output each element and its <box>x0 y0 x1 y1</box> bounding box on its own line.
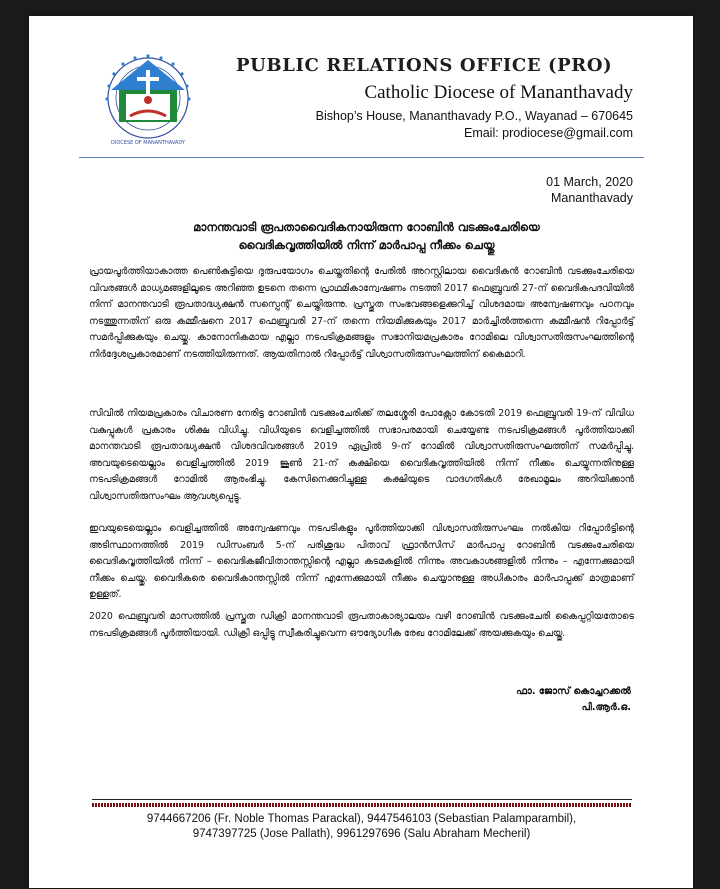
footer-contacts <box>89 812 634 842</box>
signature-block <box>516 684 631 716</box>
footer-contacts-line-1: 9744667206 (Fr. Noble Thomas Parackal), 9447546103 (Sebastian Palamparambil), <box>146 813 577 825</box>
header-divider <box>79 157 644 158</box>
logo-ring-text: DIOCESE OF MANANTHAVADY <box>111 140 185 146</box>
footer-contacts-line-2: 9747397725 (Jose Pallath), 9961297696 (Salu Abraham Mecheril) <box>192 828 531 840</box>
diocese-name: Catholic Diocese of Mananthavady <box>364 82 633 103</box>
release-place: Mananthavady <box>550 191 633 205</box>
release-date: 01 March, 2020 <box>546 175 633 189</box>
body-paragraph-3: ഇവയുടെയെല്ലാം വെളിച്ചത്തിൽ അന്വേഷണവും നടപടികളും പൂർത്തിയാക്കി വിശ്വാസതിരുസംഘം നൽകിയ റിപ്പോർട്ടിന്റെ അടിസ്ഥാനത്തിൽ 2019 ഡിസംബർ 5-ന് പരിശുദ്ധ പിതാവ് ഫ്രാൻസിസ് മാർപാപ്പ റോബിൻ വടക്കുംചേരിയെ വൈദികവൃത്തിയിൽ നിന്ന് – വൈദികജീവിതാന്തസ്സിന്റെ എല്ലാ കടമകളിൽ നിന്നും അവകാശങ്ങളിൽ നിന്നും – എന്നേക്കുമായി നീക്കം ചെയ്തു. വൈദികരെ വൈദികാന്തസ്സിൽ നിന്ന് എന്നേക്കുമായി നീക്കം ചെയ്യാനുള്ള അധികാരം മാർപാപ്പക്ക് മാത്രമാണ് ഉള്ളത്. <box>89 523 634 600</box>
footer-divider-dotted <box>92 803 632 807</box>
body-paragraph-1: പ്രായപൂർത്തിയാകാത്ത പെൺകുട്ടിയെ ദുരുപയോഗം ചെയ്തതിന്റെ പേരിൽ അറസ്റ്റിലായ വൈദികൻ റോബിൻ വടക്കുംചേരിയെ വിവരങ്ങൾ മാധ്യമങ്ങളിലൂടെ അറിഞ്ഞ ഉടനെ തന്നെ പ്രാഥമികാന്വേഷണം നടത്തി 2017 ഫെബ്രുവരി 27-ന് വൈദികപദവിയിൽ നിന്ന് മാനന്തവാടി രൂപതാദ്ധ്യക്ഷൻ സസ്പെന്റ് ചെയ്തിരുന്നു. പ്രസ്തുത സംഭവങ്ങളെക്കുറിച്ച് വിശദമായ അന്വേഷണവും പഠനവും നടത്തുന്നതിന് ഒരു കമ്മീഷനെ 2017 ഫെബ്രുവരി 27-ന് തന്നെ നിയമിക്കുകയും 2017 മാർച്ചിൽത്തന്നെ കമ്മീഷൻ റിപ്പോർട്ട് സമർപ്പിക്കുകയും ചെയ്തു. കാനോനികമായ എല്ലാ നടപടിക്രമങ്ങളും സഭാനിയമപ്രകാരം റോമിലെ വിശ്വാസതിരുസംഘത്തിന്റെ നിർദ്ദേശപ്രകാരമാണ് നടത്തിയിരുന്നത്. ആയതിനാൽ റിപ്പോർട്ട് വിശ്വാസതിരുസംഘത്തിന് കൈമാറി. <box>89 266 634 360</box>
headline-line-2: വൈദികവൃത്തിയിൽ നിന്ന് മാർപാപ്പ നീക്കം ചെയ്തു <box>238 238 495 252</box>
headline <box>114 218 619 254</box>
headline-line-1: മാനന്തവാടി രൂപതാവൈദികനായിരുന്ന റോബിൻ വടക്കുംചേരിയെ <box>193 220 540 234</box>
body-paragraph-4: 2020 ഫെബ്രുവരി മാസത്തിൽ പ്രസ്തുത ഡിക്രി മാനന്തവാടി രൂപതാകാര്യാലയം വഴി റോബിൻ വടക്കുംചേരി കൈപ്പറ്റിയതോടെ നടപടിക്രമങ്ങൾ പൂർത്തിയായി. ഡിക്രി ഒപ്പിട്ടു സ്വീകരിച്ചുവെന്ന ഔദ്യോഗിക രേഖ റോമിലേക്ക് അയക്കുകയും ചെയ്തു. <box>89 611 634 639</box>
diocese-emblem-logo <box>97 44 199 150</box>
diocese-address: Bishop’s House, Mananthavady P.O., Wayanad – 670645 <box>315 109 633 123</box>
org-title: PUBLIC RELATIONS OFFICE (PRO) <box>236 55 613 76</box>
document-page <box>29 16 693 888</box>
body-paragraph-2: സിവിൽ നിയമപ്രകാരം വിചാരണ നേരിട്ട റോബിൻ വടക്കുംചേരിക്ക് തലശ്ശേരി പോക്സോ കോടതി 2019 ഫെബ്രുവരി 19-ന് വിവിധ വകുപ്പുകൾ പ്രകാരം ശിക്ഷ വിധിച്ചു. വിധിയുടെ വെളിച്ചത്തിൽ സഭാപരമായി ചെയ്യേണ്ട നടപടിക്രമങ്ങൾ പൂർത്തിയാക്കി മാനന്തവാടി രൂപതാദ്ധ്യക്ഷൻ വിശദവിവരങ്ങൾ 2019 ഏപ്രിൽ 9-ന് റോമിൽ വിശ്വാസതിരുസംഘത്തിന് സമർപ്പിച്ചു. അവയുടെയെല്ലാം വെളിച്ചത്തിൽ 2019 ജൂൺ 21-ന് കക്ഷിയെ വൈദികവൃത്തിയിൽ നിന്ന് നീക്കം ചെയ്യുന്നതിനുള്ള നടപടിക്രമങ്ങൾ റോമിൽ ആരംഭിച്ചു. കേസിനെക്കുറിച്ചുള്ള കക്ഷിയുടെ വാദഗതികൾ രേഖാമൂലം അറിയിക്കാൻ വിശ്വാസതിരുസംഘം ആവശ്യപ്പെട്ടു. <box>89 408 634 502</box>
signatory-name: ഫാ. ജോസ് കൊച്ചറക്കൽ <box>516 686 631 697</box>
contact-email: Email: prodiocese@gmail.com <box>463 126 633 140</box>
footer-divider <box>92 799 632 800</box>
signatory-title: പി.ആർ.ഒ. <box>581 702 631 713</box>
